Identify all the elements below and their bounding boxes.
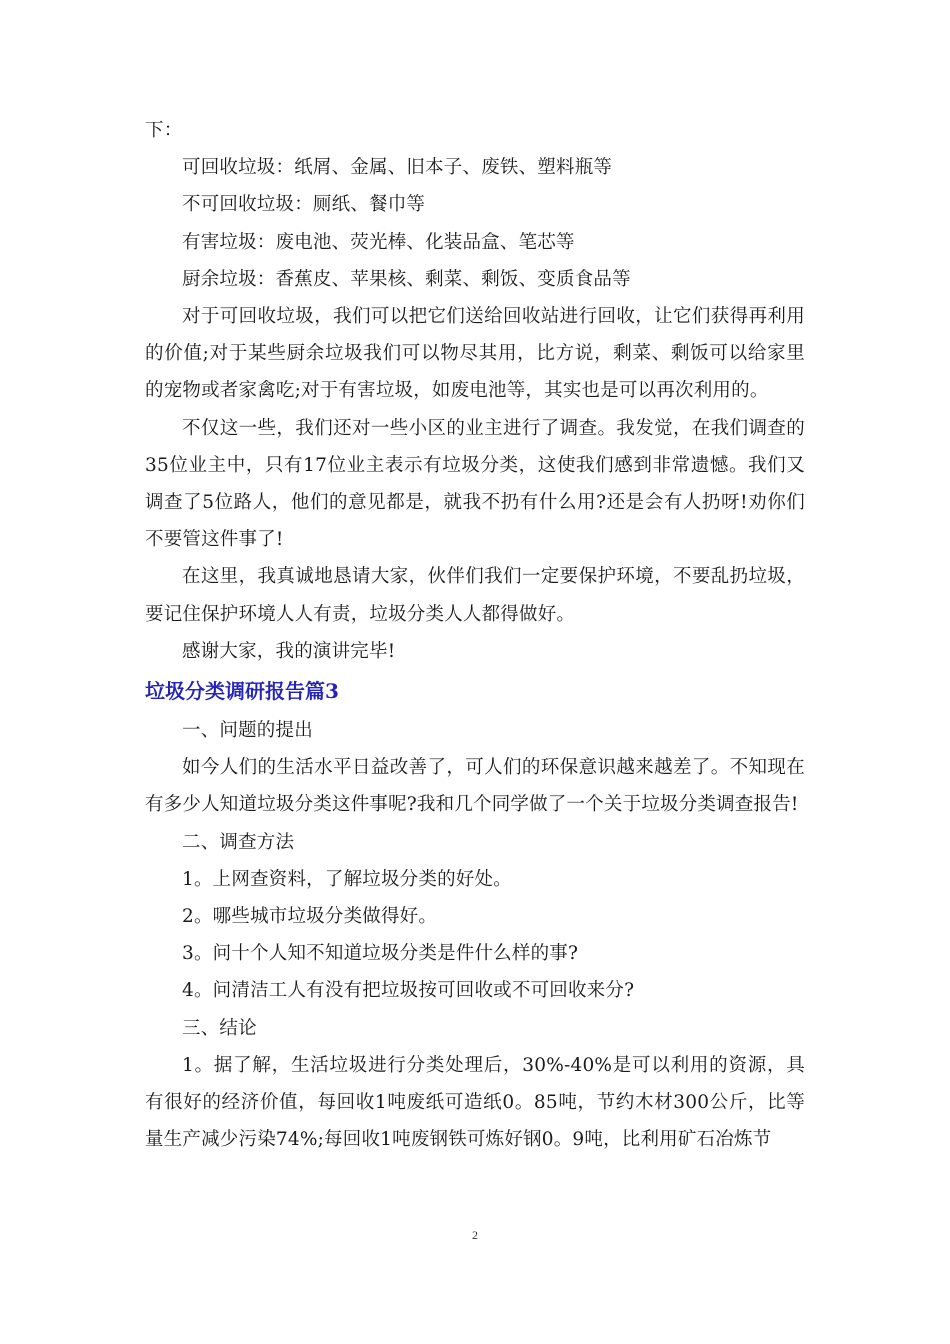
paragraph: 厨余垃圾：香蕉皮、苹果核、剩菜、剩饭、变质食品等 [182, 268, 631, 290]
paragraph: 下： [145, 120, 183, 141]
paragraph: 二、调查方法 [182, 831, 295, 853]
page-number: 2 [472, 1228, 478, 1242]
paragraph: 感谢大家，我的演讲完毕! [182, 640, 396, 662]
paragraph: 对于可回收垃圾，我们可以把它们送给回收站进行回收，让它们获得再利用的价值;对于某些厨余垃圾我们可以物尽其用，比方说，剩菜、剩饭可以给家里的宠物或者家禽吃;对于有害垃圾，如废电池等，其实也是可以再次利用的。 [145, 306, 805, 402]
paragraph: 4。问清洁工人有没有把垃圾按可回收或不可回收来分? [182, 980, 635, 1002]
text-block-bottom [145, 712, 805, 1158]
paragraph: 1。上网查资料，了解垃圾分类的好处。 [182, 868, 512, 890]
paragraph: 1。据了解，生活垃圾进行分类处理后，30%-40%是可以利用的资源，具有很好的经济价值，每回收1吨废纸可造纸0。85吨，节约木材300公斤，比等量生产减少污染74%;每回收1吨废钢铁可炼好钢0。9吨，比利用矿石冶炼节 [145, 1054, 805, 1151]
paragraph: 一、问题的提出 [182, 720, 313, 742]
paragraph: 可回收垃圾：纸屑、金属、旧本子、废铁、塑料瓶等 [182, 157, 613, 179]
paragraph: 在这里，我真诚地恳请大家，伙伴们我们一定要保护环境，不要乱扔垃圾，要记住保护环境人人有责，垃圾分类人人都得做好。 [145, 566, 805, 625]
paragraph: 不仅这一些，我们还对一些小区的业主进行了调查。我发觉，在我们调查的35位业主中，只有17位业主表示有垃圾分类，这使我们感到非常遗憾。我们又调查了5位路人，他们的意见都是，就我不扔有什么用?还是会有人扔呀!劝你们不要管这件事了! [145, 417, 805, 551]
paragraph: 不可回收垃圾：厕纸、餐巾等 [182, 194, 426, 216]
paragraph: 有害垃圾：废电池、荧光棒、化装品盒、笔芯等 [182, 231, 575, 253]
section-heading: 垃圾分类调研报告篇3 [145, 679, 339, 704]
document-body [145, 112, 805, 1158]
paragraph: 3。问十个人知不知道垃圾分类是件什么样的事? [182, 943, 579, 965]
text-block-top [145, 112, 805, 670]
paragraph: 如今人们的生活水平日益改善了，可人们的环保意识越来越差了。不知现在有多少人知道垃圾分类这件事呢?我和几个同学做了一个关于垃圾分类调查报告! [145, 757, 805, 816]
paragraph: 2。哪些城市垃圾分类做得好。 [182, 906, 438, 928]
paragraph: 三、结论 [182, 1017, 257, 1039]
